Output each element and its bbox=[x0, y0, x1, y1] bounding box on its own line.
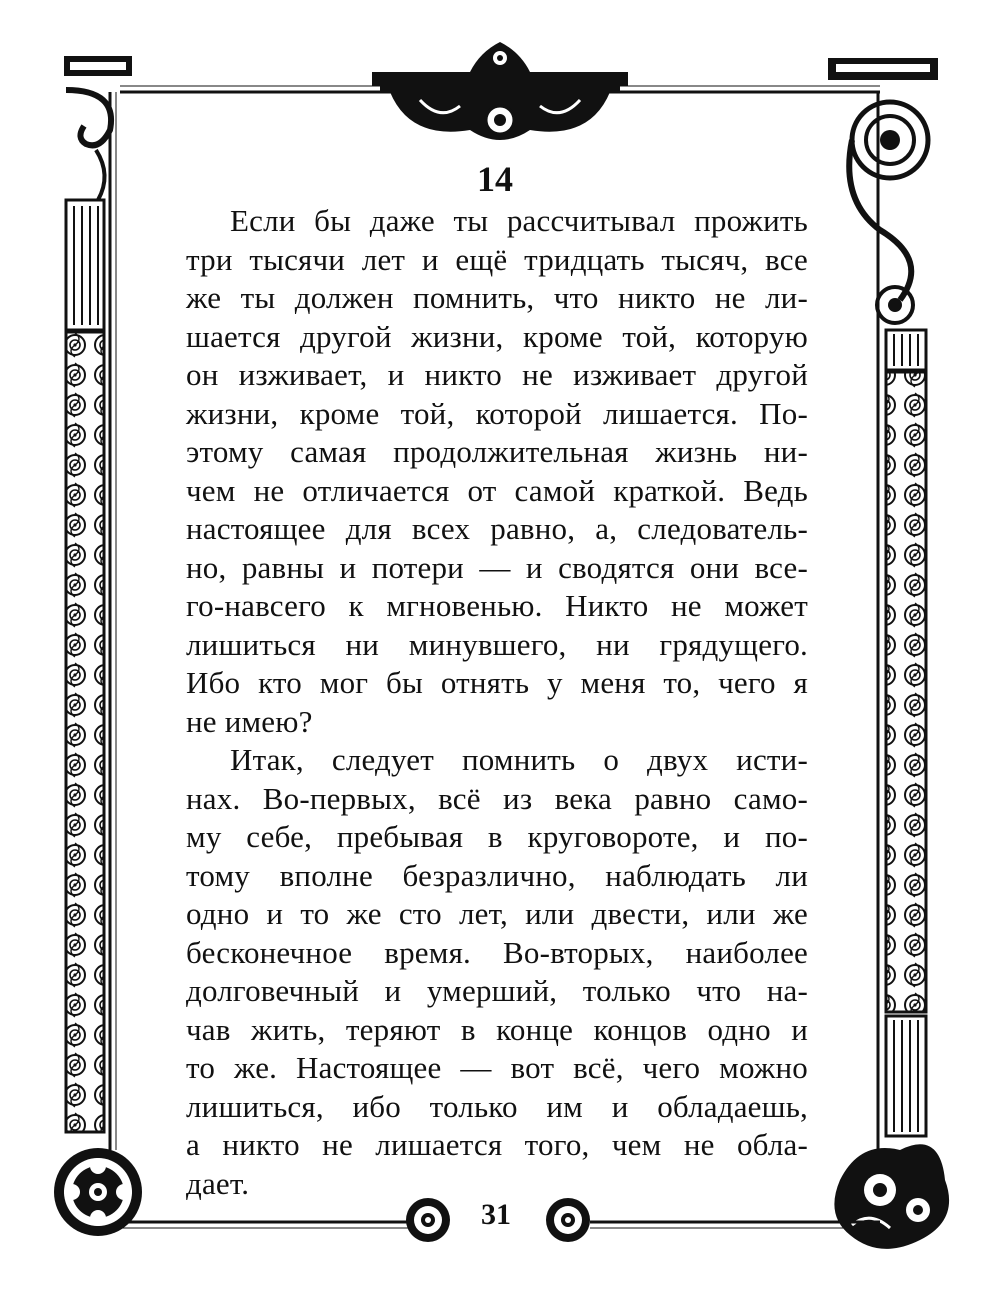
page-number: 31 bbox=[481, 1198, 511, 1231]
body-text bbox=[186, 202, 808, 1203]
right-column bbox=[828, 58, 938, 1150]
text-line: одно и то же сто лет, или двести, или же bbox=[186, 896, 808, 931]
text-line: шается другой жизни, кроме той, которую bbox=[186, 318, 808, 354]
bottom-right-flower-icon bbox=[546, 1198, 590, 1242]
text-line: Ибо кто мог бы отнять у меня то, чего я bbox=[186, 665, 808, 700]
text-line: жизни, кроме той, которой лишается. По- bbox=[186, 395, 808, 431]
text-line: Если бы даже ты рассчитывал прожить bbox=[230, 203, 808, 238]
paragraph-1 bbox=[186, 202, 808, 741]
left-column bbox=[64, 56, 132, 1150]
text-line: лишиться, ибо только им и обладаешь, bbox=[186, 1088, 808, 1124]
text-line: дает. bbox=[186, 1165, 250, 1201]
text-line: настоящее для всех равно, а, следователь- bbox=[186, 511, 808, 546]
text-line: долговечный и умерший, только что на- bbox=[186, 973, 808, 1008]
text-line: а никто не лишается того, чем не обла- bbox=[186, 1127, 808, 1162]
top-crest-ornament bbox=[372, 42, 628, 140]
text-line: же ты должен помнить, что никто не ли- bbox=[186, 280, 808, 315]
text-line: то же. Настоящее — вот всё, чего можно bbox=[186, 1050, 808, 1085]
text-line: но, равны и потери — и сводятся они все- bbox=[186, 549, 808, 585]
chapter-number: 14 bbox=[477, 159, 513, 199]
text-line: чем не отличается от самой краткой. Ведь bbox=[186, 472, 808, 508]
text-line: нах. Во-первых, всё из века равно само- bbox=[186, 780, 808, 816]
text-line: этому самая продолжительная жизнь ни- bbox=[186, 434, 808, 469]
text-line: чав жить, теряют в конце концов одно и bbox=[186, 1011, 808, 1047]
bottom-left-flower-icon bbox=[406, 1198, 450, 1242]
text-line: лишиться ни минувшего, ни грядущего. bbox=[186, 626, 808, 662]
text-line: три тысячи лет и ещё тридцать тысяч, все bbox=[186, 241, 808, 277]
text-line: не имею? bbox=[186, 703, 313, 739]
text-line: он изживает, и никто не изживает другой bbox=[186, 357, 808, 392]
paragraph-2 bbox=[186, 741, 808, 1203]
text-line: Итак, следует помнить о двух исти- bbox=[230, 742, 808, 777]
text-line: бесконечное время. Во-вторых, наиболее bbox=[186, 934, 808, 970]
text-line: му себе, пребывая в круговороте, и по- bbox=[186, 819, 808, 854]
text-line: тому вполне безразлично, наблюдать ли bbox=[186, 857, 808, 893]
bottom-right-foliage-ornament bbox=[834, 1144, 949, 1249]
text-line: го-навсего к мгновенью. Никто не может bbox=[186, 588, 808, 623]
